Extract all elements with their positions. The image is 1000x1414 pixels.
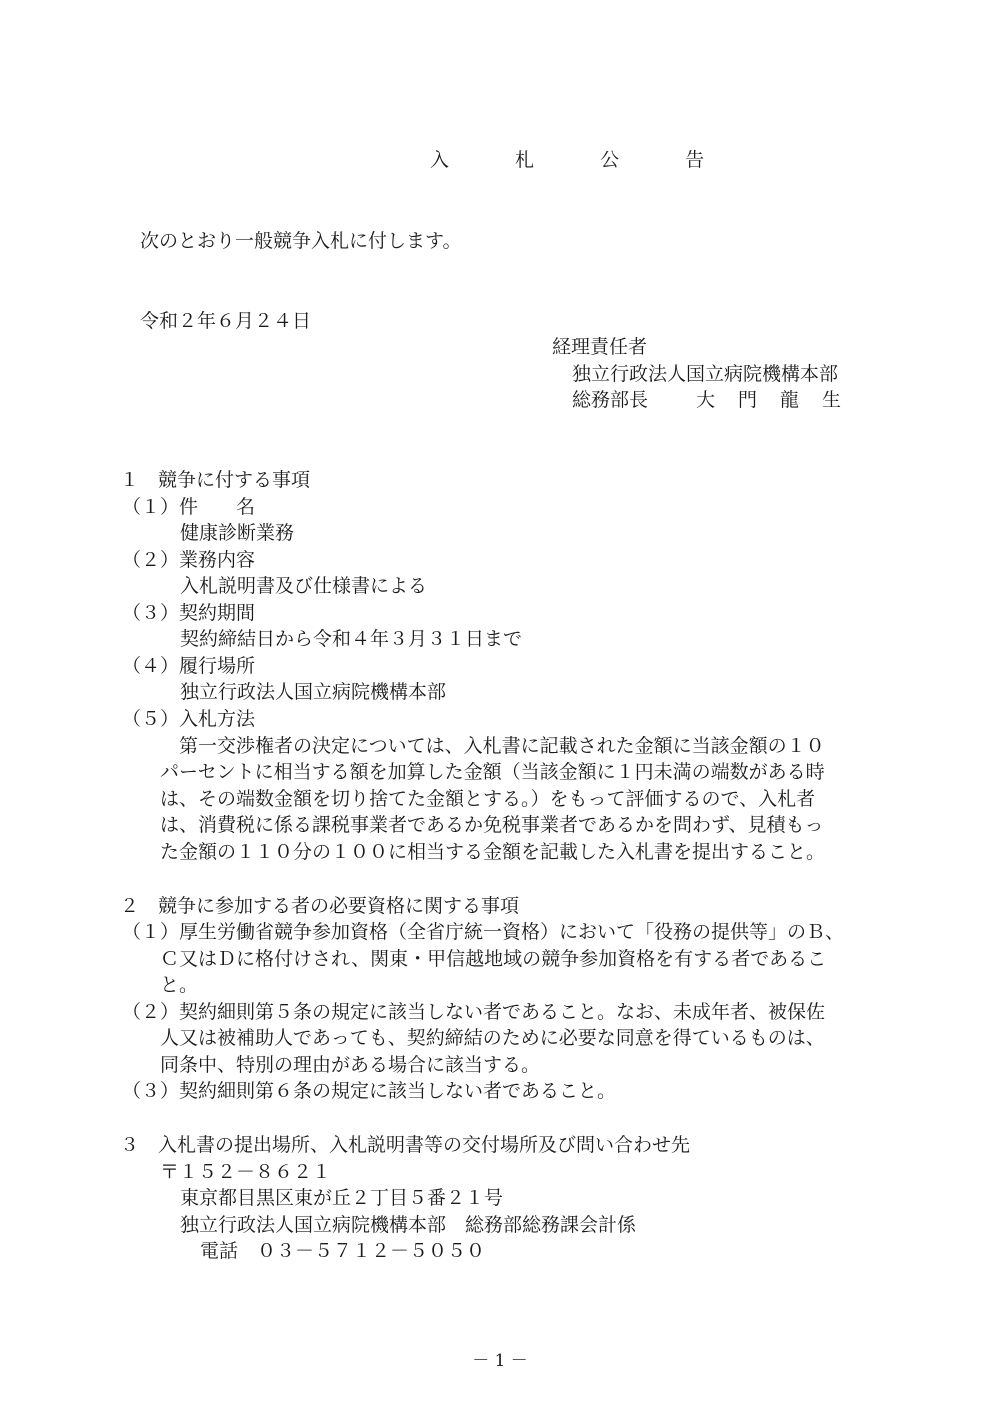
item-label: （３）契約期間 bbox=[122, 602, 256, 624]
item-label: （２）業務内容 bbox=[122, 549, 256, 571]
section2-heading: ２ 競争に参加する者の必要資格に関する事項 bbox=[120, 895, 520, 917]
notice-date: 令和２年６月２４日 bbox=[140, 310, 312, 332]
section1-heading: １ 競争に付する事項 bbox=[120, 469, 311, 491]
page-number: － 1 － bbox=[472, 1351, 528, 1371]
postal-code: 〒１５２－８６２１ bbox=[160, 1161, 332, 1183]
page-title: 入 札 公 告 bbox=[430, 149, 735, 171]
item-value: 独立行政法人国立病院機構本部 bbox=[180, 681, 447, 703]
method-line: 第一交渉権者の決定については、入札書に記載された金額に当該金額の１０ bbox=[160, 735, 825, 757]
method-line: た金額の１１０分の１００に相当する金額を記載した入札書を提出すること。 bbox=[160, 841, 826, 863]
phone-number: 電話 ０３－５７１２－５０５０ bbox=[200, 1240, 486, 1262]
item-label: （１）件 名 bbox=[122, 496, 256, 518]
intro-text: 次のとおり一般競争入札に付します。 bbox=[140, 230, 462, 252]
item-value: 健康診断業務 bbox=[180, 522, 295, 544]
signatory-name: 大 門 龍 生 bbox=[696, 389, 844, 411]
item-label: （５）入札方法 bbox=[122, 708, 256, 730]
qualification-line: と。 bbox=[122, 974, 199, 996]
signatory-dept: 総務部長 bbox=[572, 389, 649, 411]
office-name: 独立行政法人国立病院機構本部 総務部総務課会計係 bbox=[180, 1214, 637, 1236]
qualification-line: 人又は被補助人であっても、契約締結のために必要な同意を得ているものは、 bbox=[122, 1027, 825, 1049]
qualification-line: Ｃ又はＤに格付けされ、関東・甲信越地域の競争参加資格を有する者であるこ bbox=[122, 948, 827, 970]
method-line: パーセントに相当する額を加算した金額（当該金額に１円未満の端数がある時 bbox=[160, 761, 825, 783]
item-value: 入札説明書及び仕様書による bbox=[180, 575, 428, 597]
qualification-line: （２）契約細則第５条の規定に該当しない者であること。なお、未成年者、被保佐 bbox=[122, 1001, 826, 1023]
qualification-line: （３）契約細則第６条の規定に該当しない者であること。 bbox=[122, 1080, 617, 1102]
qualification-line: （１）厚生労働省競争参加資格（全省庁統一資格）において「役務の提供等」のＢ、 bbox=[122, 921, 845, 943]
section3-heading: ３ 入札書の提出場所、入札説明書等の交付場所及び問い合わせ先 bbox=[120, 1134, 691, 1156]
item-label: （４）履行場所 bbox=[122, 655, 256, 677]
method-line: は、消費税に係る課税事業者であるか免税事業者であるかを問わず、見積もっ bbox=[160, 814, 824, 836]
qualification-line: 同条中、特別の理由がある場合に該当する。 bbox=[122, 1054, 541, 1076]
signatory-org: 独立行政法人国立病院機構本部 bbox=[572, 363, 839, 385]
address: 東京都目黒区東が丘２丁目５番２１号 bbox=[180, 1187, 504, 1209]
item-value: 契約締結日から令和４年３月３１日まで bbox=[180, 628, 523, 650]
signatory-role: 経理責任者 bbox=[552, 336, 648, 358]
method-line: は、その端数金額を切り捨てた金額とする。）をもって評価するので、入札者 bbox=[160, 788, 816, 810]
